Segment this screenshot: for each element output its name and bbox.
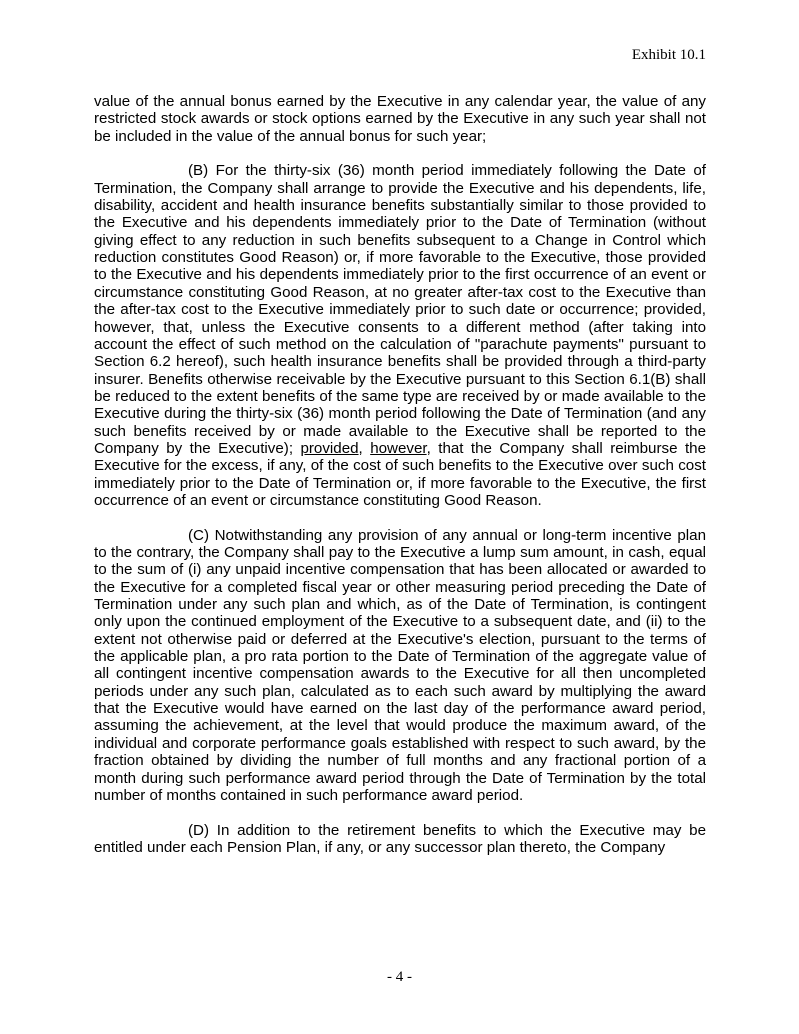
paragraph-b-text-start: (B) For the thirty-six (36) month period immediately following the Date of Termination, the Company shall arrange to provide the Executive and his dependents, life, disability, accident and health insurance benefits substantially similar to those provided to the Executive and his dependents immediately prior to the Date of Termination (without giving effect to any reduction in such benefits subsequent to a Change in Control which reduction constitutes Good Reason) or, if more favorable to the Executive, those provided to the Executive and his dependents immediately prior to the first occurrence of an event or circumstance constituting Good Reason, at no greater after-tax cost to the Executive than the after-tax cost to the Executive immediately prior to such date or occurrence; provided, however, that, unless the Executive consents to a different method (after taking into account the effect of such method on the calculation of "parachute payments" pursuant to Section 6.2 hereof), such health insurance benefits shall be provided through a third-party insurer. Benefits otherwise receivable by the Executive pursuant to this Section 6.1(B) shall be reduced to the extent benefits of the same type are received by or made available to the Executive during the thirty-six (36) month period following the Date of Termination (and any such benefits received by or made available to the Executive shall be reported to the Company by the Executive); (94, 162, 706, 457)
document-body (94, 93, 706, 874)
paragraph-c: (C) Notwithstanding any provision of any annual or long-term incentive plan to the contrary, the Company shall pay to the Executive a lump sum amount, in cash, equal to the sum of (i) any unpaid incentive compensation that has been allocated or awarded to the Executive for a completed fiscal year or other measuring period preceding the Date of Termination under any such plan and which, as of the Date of Termination, is contingent only upon the continued employment of the Executive to a subsequent date, and (ii) to the extent not otherwise paid or deferred at the Executive's election, pursuant to the terms of the applicable plan, a pro rata portion to the Date of Termination of the aggregate value of all contingent incentive compensation awards to the Executive for all then uncompleted periods under any such plan, calculated as to each such award by multiplying the award that the Executive would have earned on the last day of the performance award period, assuming the achievement, at the level that would produce the maximum award, of the individual and corporate performance goals established with respect to such award, by the fraction obtained by dividing the number of full months and any fractional portion of a month during such performance award period through the Date of Termination by the total number of months contained in such performance award period. (94, 526, 706, 804)
paragraph-b-text-end: , that the Company shall reimburse the Executive for the excess, if any, of the cost of such benefits to the Executive over such cost immediately prior to the Date of Termination or, if more favorable to the Executive, the first occurrence of an event or circumstance constituting Good Reason. (94, 439, 706, 509)
paragraph-d: (D) In addition to the retirement benefits to which the Executive may be entitled under each Pension Plan, if any, or any successor plan thereto, the Company (94, 821, 706, 856)
paragraph-b (94, 162, 706, 509)
paragraph-continuation: value of the annual bonus earned by the Executive in any calendar year, the value of any restricted stock awards or stock options earned by the Executive in any such year shall not be included in the value of the annual bonus for such year; (94, 93, 706, 145)
paragraph-b-comma: , (358, 439, 371, 457)
page-number: - 4 - (387, 969, 412, 985)
however-underlined: however (370, 439, 427, 457)
exhibit-label: Exhibit 10.1 (631, 47, 706, 63)
provided-underlined: provided (300, 439, 359, 457)
